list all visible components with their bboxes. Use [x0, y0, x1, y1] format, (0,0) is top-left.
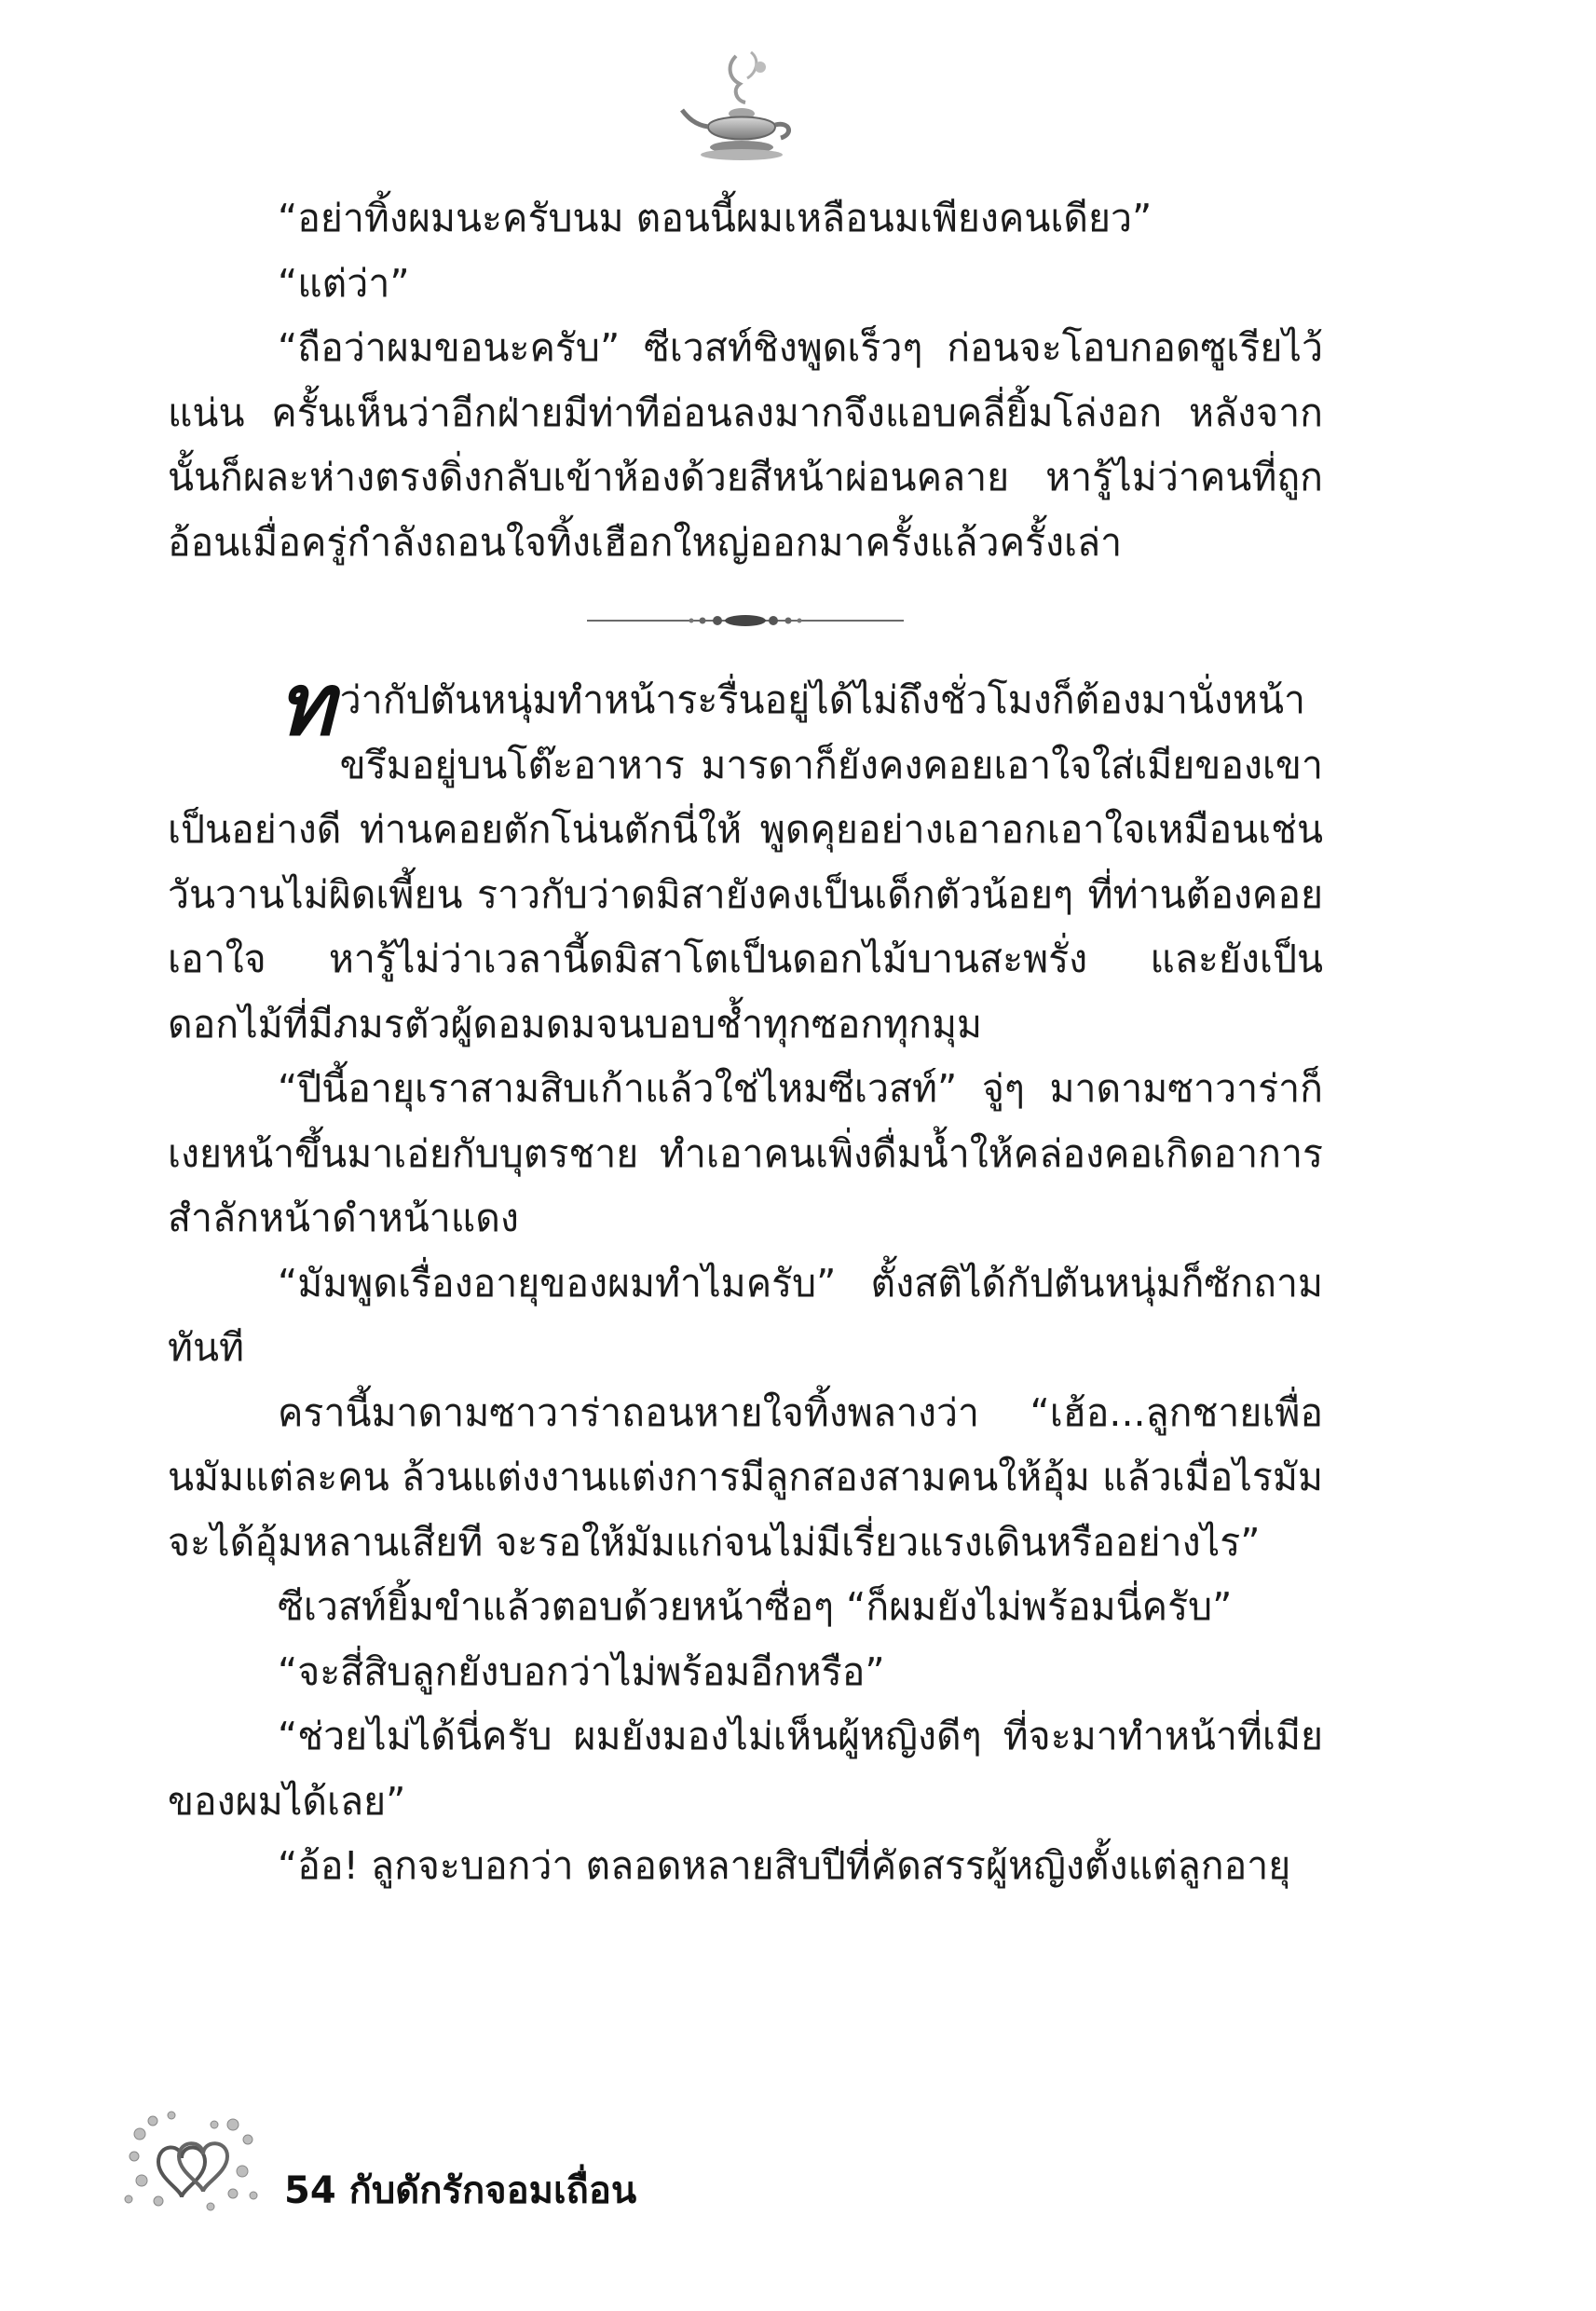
flourish-divider-icon — [587, 607, 904, 635]
hearts-icon — [121, 2097, 261, 2218]
paragraph-dropcap — [168, 654, 1323, 1057]
paragraph: “ช่วยไม่ได้นี่ครับ ผมยังมองไม่เห็นผู้หญิงดีๆ ที่จะมาทำหน้าที่เมียของผมได้เลย” — [168, 1714, 1323, 1824]
paragraph: “จะสี่สิบลูกยังบอกว่าไม่พร้อมอีกหรือ” — [278, 1648, 885, 1694]
body-text — [168, 186, 1323, 1899]
drop-cap: ท — [278, 654, 334, 755]
paragraph: “มัมพูดเรื่องอายุของผมทำไมครับ” ตั้งสติได้กัปตันหนุ่มก็ซักถามทันที — [168, 1260, 1323, 1370]
page-number: 54 — [284, 2169, 336, 2212]
book-title: กับดักรักจอมเถื่อน — [348, 2169, 637, 2212]
paragraph: ซีเวสท์ยิ้มขำแล้วตอบด้วยหน้าซื่อๆ “ก็ผมยังไม่พร้อมนี่ครับ” — [278, 1584, 1233, 1629]
paragraph: ครานี้มาดามซาวาร่าถอนหายใจทิ้งพลางว่า “เฮ้อ...ลูกชายเพื่อนมัมแต่ละคน ล้วนแต่งงานแต่งการมีลูกสองสามคนให้อุ้ม แล้วเมื่อไรมัมจะได้อุ้มหลานเสียที จะรอให้มัมแก่จนไม่มีเรี่ยวแรงเดินหรืออย่างไร” — [168, 1389, 1323, 1565]
paragraph: “แต่ว่า” — [278, 260, 410, 306]
paragraph: “อ้อ! ลูกจะบอกว่า ตลอดหลายสิบปีที่คัดสรรผู้หญิงตั้งแต่ลูกอายุ — [278, 1843, 1291, 1888]
dropcap-paragraph-text: ว่ากัปตันหนุ่มทำหน้าระรื่นอยู่ได้ไม่ถึงชั่วโมงก็ต้องมานั่งหน้าขรึมอยู่บนโต๊ะอาหาร มารดาก็ยังคงคอยเอาใจใส่เมียของเขาเป็นอย่างดี ท่านคอยตักโน่นตักนี่ให้ พูดคุยอย่างเอาอกเอาใจเหมือนเช่นวันวานไม่ผิดเพี้ยน ราวกับว่าดมิสายังคงเป็นเด็กตัวน้อยๆ ที่ท่านต้องคอยเอาใจ หารู้ไม่ว่าเวลานี้ดมิสาโตเป็นดอกไม้บานสะพรั่ง และยังเป็นดอกไม้ที่มีภมรตัวผู้ดอมดมจนบอบช้ำทุกซอกทุกมุม — [168, 677, 1323, 1046]
teapot-lamp-icon — [671, 47, 811, 168]
page-footer — [121, 2097, 680, 2236]
paragraph: “อย่าทิ้งผมนะครับนม ตอนนี้ผมเหลือนมเพียงคนเดียว” — [278, 196, 1153, 240]
section-divider — [168, 581, 1323, 664]
paragraph: “ปีนี้อายุเราสามสิบเก้าแล้วใช่ไหมซีเวสท์” จู่ๆ มาดามซาวาร่าก็เงยหน้าขึ้นมาเอ่ยกับบุตรชาย ทำเอาคนเพิ่งดื่มน้ำให้คล่องคอเกิดอาการสำลักหน้าดำหน้าแดง — [168, 1066, 1323, 1240]
paragraph: “ถือว่าผมขอนะครับ” ซีเวสท์ชิงพูดเร็วๆ ก่อนจะโอบกอดซูเรียไว้แน่น ครั้นเห็นว่าอีกฝ่ายมีท่าทีอ่อนลงมากจึงแอบคลี่ยิ้มโล่งอก หลังจากนั้นก็ผละห่างตรงดิ่งกลับเข้าห้องด้วยสีหน้าผ่อนคลาย หารู้ไม่ว่าคนที่ถูกอ้อนเมื่อครู่กำลังถอนใจทิ้งเฮือกใหญ่ออกมาครั้งแล้วครั้งเล่า — [168, 325, 1323, 565]
folio — [284, 2160, 636, 2220]
